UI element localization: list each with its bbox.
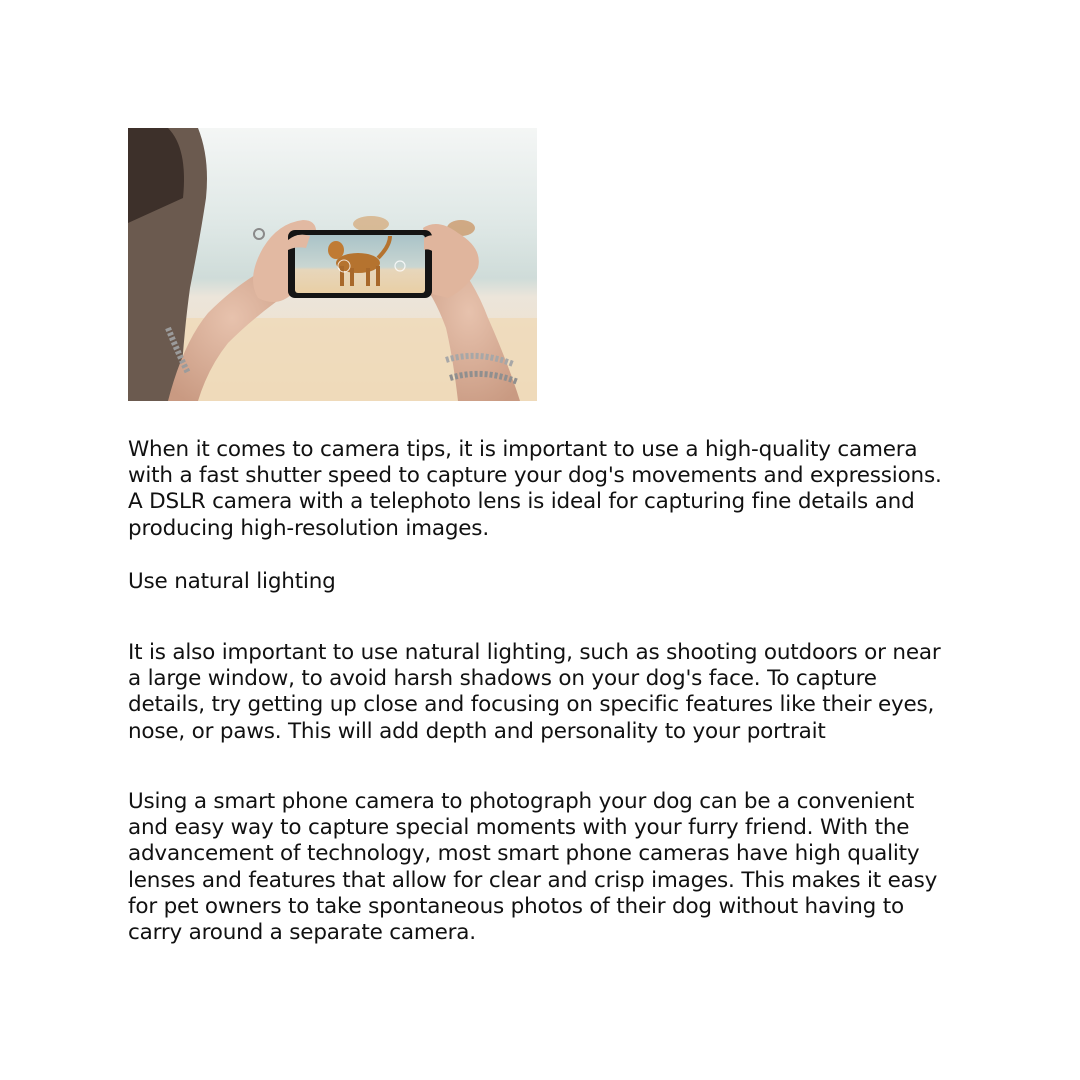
dog-photo-image (128, 128, 537, 401)
paragraph-camera-tips: When it comes to camera tips, it is important to use a high-quality camera with a fast shutter speed to capture your dog's movements and expressions. A DSLR camera with a telephoto lens is ideal for capturing fine details and producing high-resolution images. (128, 437, 942, 541)
section-heading-natural-lighting: Use natural lighting (128, 569, 336, 594)
paragraph-smartphone-camera: Using a smart phone camera to photograph your dog can be a convenient and easy way to capture special moments with your furry friend. With the advancement of technology, most smart phone cameras have high quality lenses and features that allow for clear and crisp images. This makes it easy for pet owners to take spontaneous photos of their dog without having to carry around a separate camera. (128, 789, 938, 946)
paragraph-natural-lighting: It is also important to use natural lighting, such as shooting outdoors or near a large window, to avoid harsh shadows on your dog's face. To capture details, try getting up close and focusing on specific features like their eyes, nose, or paws. This will add depth and personality to your portrait (128, 640, 941, 744)
